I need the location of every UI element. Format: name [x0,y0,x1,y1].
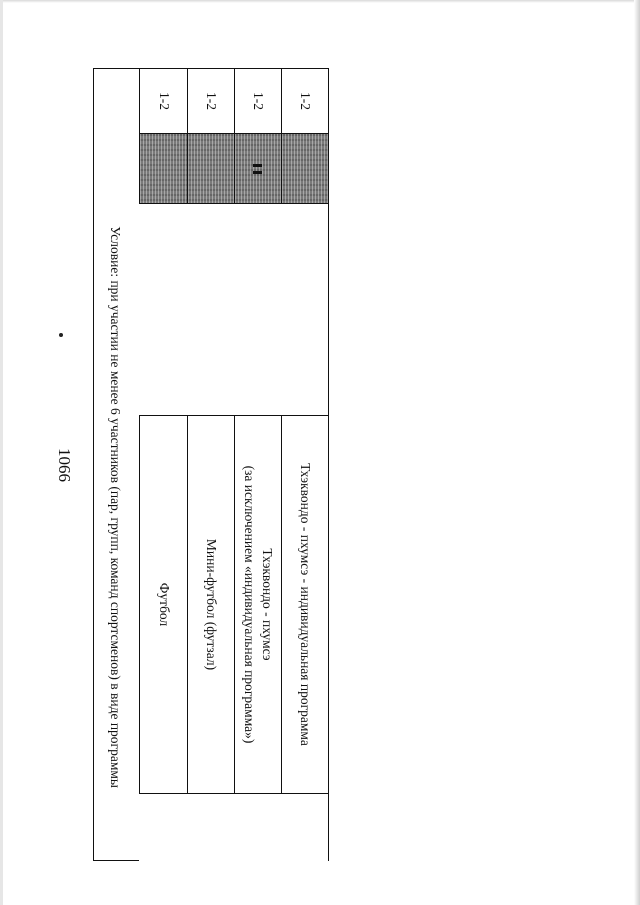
shaded-cell [188,134,234,204]
row-name-text: Тхэквондо - пхумсэ [260,548,276,661]
shaded-cell [235,134,281,204]
condition-text: Условие: при участии не менее 6 участников (пар, групп, команд спортсменов) в виде программы [108,226,124,788]
merged-blank-cell [139,204,328,416]
row-name [235,416,281,794]
shaded-cell [282,134,328,204]
table-row [139,69,187,860]
table-row [187,69,234,860]
row-value: 1-2 [235,69,281,134]
merged-left-cell [139,794,328,862]
table-row [281,69,328,860]
row-value: 1-2 [188,69,234,134]
row-name [188,416,234,794]
row-name [282,416,328,794]
page-number: 1066 [55,448,74,482]
row-value: 1-2 [140,69,187,134]
row-name-text: Футбол [156,582,172,627]
sports-table [93,68,329,861]
table-row [234,69,281,860]
scan-mark [254,171,263,174]
row-name [140,416,187,794]
scan-mark [254,164,263,167]
table-wrapper [93,68,329,861]
shaded-cell [140,134,187,204]
row-name-text: Мини-футбол (футзал) [204,538,220,671]
row-name-text: Тхэквондо - пхумсэ - индивидуальная программа [298,463,314,746]
scan-edge-top [0,0,640,3]
scan-edge-right [634,0,640,905]
row-name-subtext: (за исключением «индивидуальная программа») [242,465,257,744]
condition-row [92,69,139,860]
row-value: 1-2 [282,69,328,134]
scan-edge-left [0,0,3,905]
dot-mark [59,333,63,337]
